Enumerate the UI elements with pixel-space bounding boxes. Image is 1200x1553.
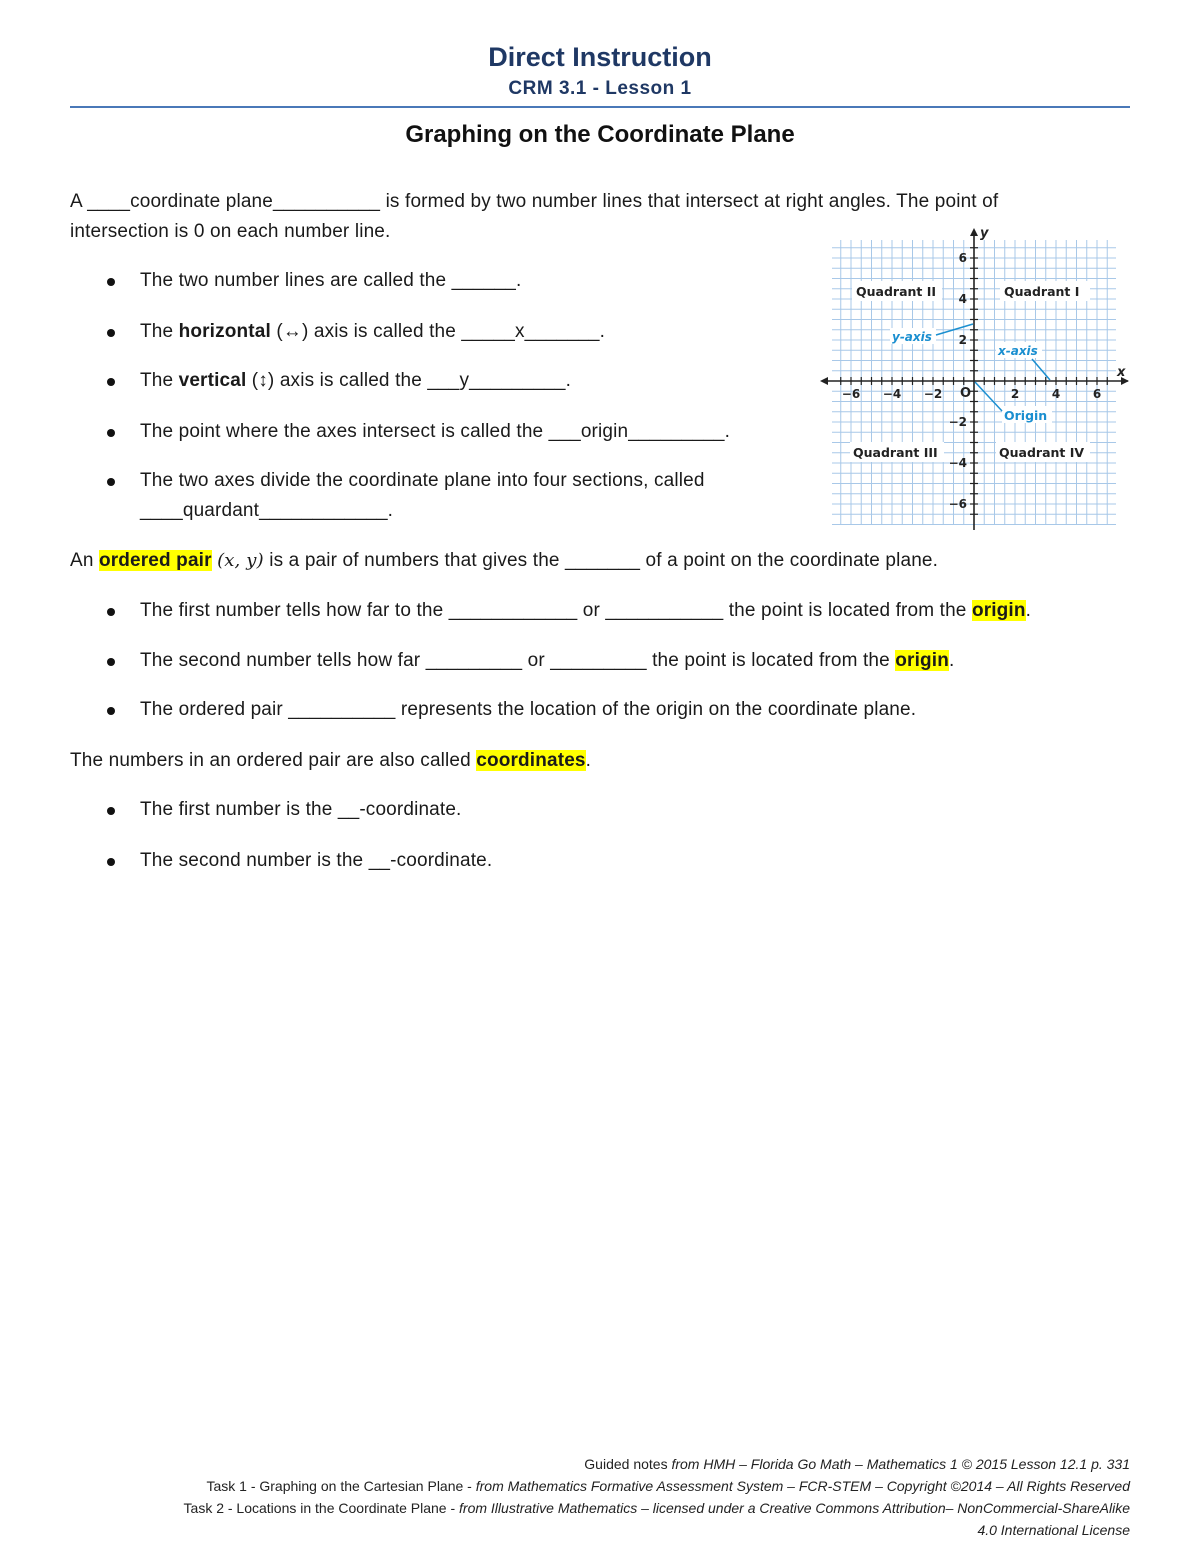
quadrant-2-label: Quadrant II (856, 284, 937, 299)
list-item (107, 646, 954, 676)
x-tick-label: 4 (1051, 387, 1061, 401)
math-expression: (x, y) (217, 550, 264, 571)
bold-term: horizontal (178, 321, 271, 342)
axes (820, 228, 1129, 530)
bullet-text: (↔) axis is called the _____x_______. (270, 321, 606, 342)
list-item (107, 317, 605, 347)
list-item (107, 795, 461, 825)
list-item (107, 846, 492, 876)
coordinate-plane-figure (818, 225, 1130, 530)
origin-letter: O (960, 386, 972, 401)
list-item (107, 466, 705, 526)
bullet-text: The (140, 370, 179, 391)
bullet-text: The first number tells how far to the ____________ or ___________ the point is located from the (140, 600, 972, 621)
list-item (107, 417, 730, 447)
text-segment: . (585, 750, 592, 771)
svg-text:Origin: Origin (1004, 408, 1048, 423)
y-tick-label: −2 (948, 415, 967, 429)
header-divider (70, 106, 1130, 108)
y-tick-label: −6 (948, 497, 967, 511)
coordinates-definition (70, 746, 591, 776)
quadrant-1-label: Quadrant I (1004, 284, 1080, 299)
list-item (107, 266, 521, 296)
footer-citation-4: 4.0 International License (977, 1522, 1130, 1538)
x-tick-label: −2 (923, 387, 943, 401)
x-tick-label: 6 (1092, 387, 1102, 401)
y-tick-label: 4 (958, 292, 967, 306)
footer-citation-3: Task 2 - Locations in the Coordinate Plane - from Illustrative Mathematics – licensed under a Creative Commons Attribution– NonCommercial-ShareAlike (183, 1500, 1130, 1516)
x-axis-letter: x (1117, 365, 1126, 380)
header-subtitle: CRM 3.1 - Lesson 1 (508, 78, 692, 99)
bullet-text: The (140, 321, 179, 342)
highlight-coordinates: coordinates (476, 750, 586, 771)
text-segment: is a pair of numbers that gives the _______ of a point on the coordinate plane. (263, 550, 939, 571)
svg-text:y-axis: y-axis (892, 330, 932, 344)
bullet-text: The second number is the __-coordinate. (140, 850, 493, 871)
text-segment: The numbers in an ordered pair are also called (70, 750, 477, 771)
bullet-text: The second number tells how far _________ or _________ the point is located from the (140, 650, 896, 671)
quadrant-4-label: Quadrant IV (999, 445, 1085, 460)
bullet-text: (↕) axis is called the ___y_________. (246, 370, 572, 391)
text-segment: . (1025, 600, 1032, 621)
bold-term: vertical (178, 370, 247, 391)
list-item (107, 695, 916, 725)
list-item (107, 596, 1031, 626)
y-tick-label: 2 (958, 333, 967, 347)
page-title: Graphing on the Coordinate Plane (405, 121, 795, 148)
x-tick-label: 2 (1010, 387, 1020, 401)
y-axis-letter: y (980, 226, 989, 241)
footer-citation-2: Task 1 - Graphing on the Cartesian Plane - from Mathematics Formative Assessment System – FCR-STEM – Copyright ©2014 – All Rights Reserved (206, 1478, 1130, 1494)
highlight-origin: origin (895, 650, 949, 671)
quadrant-3-label: Quadrant III (853, 445, 938, 460)
bullet-text: The ordered pair __________ represents the location of the origin on the coordinate plane. (140, 699, 917, 720)
bullet-text: ____quardant____________. (140, 500, 394, 521)
svg-text:x-axis: x-axis (998, 344, 1038, 358)
y-tick-label: −4 (948, 456, 967, 470)
highlight-ordered-pair: ordered pair (98, 550, 212, 571)
ordered-pair-definition (70, 546, 938, 576)
highlight-origin: origin (971, 600, 1026, 621)
bullet-text: The point where the axes intersect is called the ___origin_________. (140, 421, 731, 442)
x-tick-label: −6 (841, 387, 861, 401)
text-segment: . (948, 650, 955, 671)
bullet-text: The two axes divide the coordinate plane into four sections, called (140, 470, 705, 491)
header-title: Direct Instruction (488, 42, 712, 72)
text-segment: An (70, 550, 99, 571)
x-tick-label: −4 (882, 387, 902, 401)
footer-citation-1: Guided notes from HMH – Florida Go Math – Mathematics 1 © 2015 Lesson 12.1 p. 331 (584, 1456, 1130, 1472)
intro-line-2: intersection is 0 on each number line. (70, 221, 391, 242)
y-tick-label: 6 (958, 251, 967, 265)
bullet-text: The first number is the __-coordinate. (140, 799, 462, 820)
list-item (107, 366, 571, 396)
bullet-text: The two number lines are called the ______. (140, 270, 522, 291)
intro-line-1: A ____coordinate plane__________ is formed by two number lines that intersect at right angles. The point of (70, 191, 999, 212)
